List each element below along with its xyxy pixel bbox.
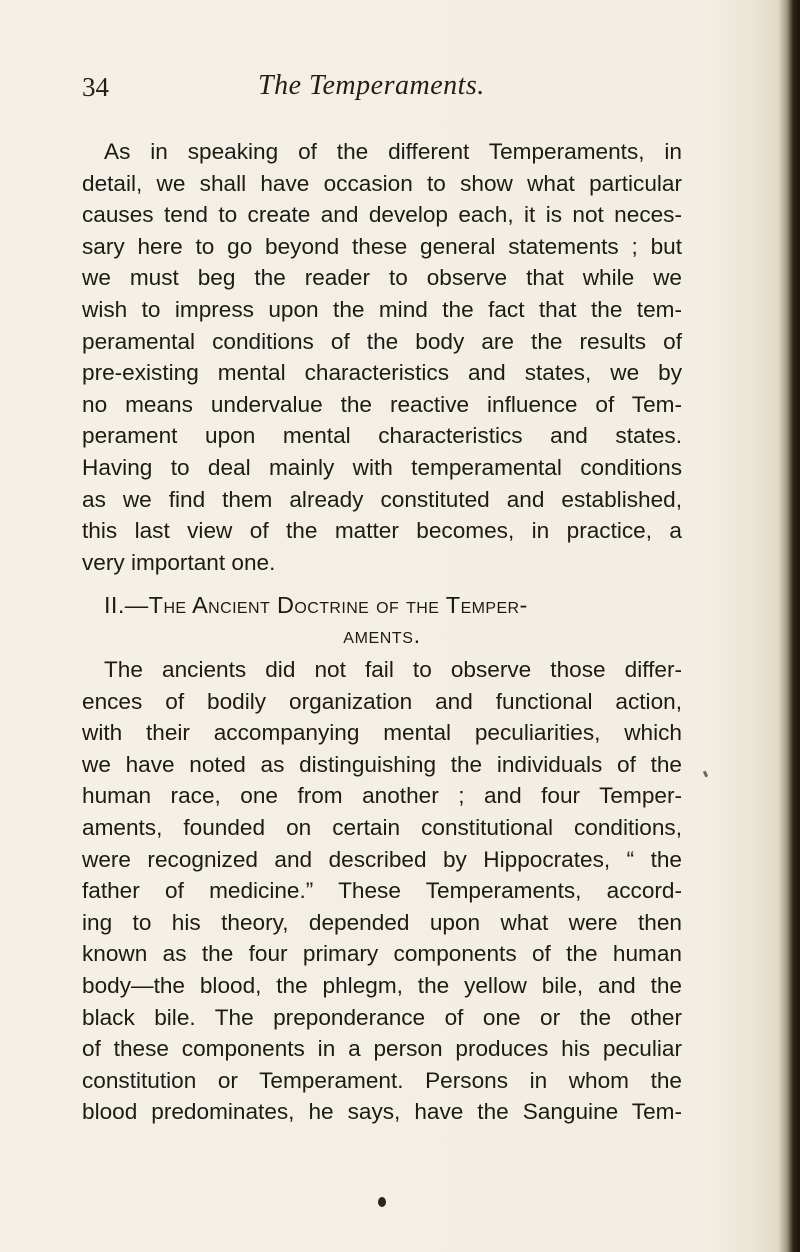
text-line: with their accompanying mental peculiarities, which [82, 720, 682, 746]
running-title: The Temperaments. [258, 70, 485, 101]
section-heading-line-2: aments. [343, 622, 421, 648]
page-number: 34 [82, 72, 109, 102]
text-line: this last view of the matter becomes, in practice, a [82, 518, 682, 544]
text-line: constitution or Temperament. Persons in whom the [82, 1067, 682, 1093]
page-header [82, 72, 702, 112]
text-line: perament upon mental characteristics and states. [82, 423, 682, 449]
ink-mark [378, 1197, 386, 1207]
text-line: as we find them already constituted and established, [82, 486, 682, 512]
text-line: pre-existing mental characteristics and states, we by [82, 360, 682, 386]
text-line: no means undervalue the reactive influence of Tem- [82, 391, 682, 417]
text-line: ences of bodily organization and functional action, [82, 688, 682, 714]
text-line: peramental conditions of the body are the results of [82, 328, 682, 354]
text-line: body—the blood, the phlegm, the yellow bile, and the [82, 972, 682, 998]
text-line: The ancients did not fail to observe those differ- [104, 657, 682, 682]
paper-speck [703, 771, 708, 778]
text-line: sary here to go beyond these general statements ; but [82, 233, 682, 259]
text-line: ing to his theory, depended upon what were then [82, 909, 682, 935]
text-line: wish to impress upon the mind the fact that the tem- [82, 296, 682, 322]
text-line: aments, founded on certain constitutional conditions, [82, 814, 682, 840]
text-line: causes tend to create and develop each, it is not neces- [82, 202, 682, 228]
text-line: known as the four primary components of the human [82, 941, 682, 967]
text-line: of these components in a person produces his peculiar [82, 1036, 682, 1062]
text-line: human race, one from another ; and four Temper- [82, 783, 682, 809]
text-line: were recognized and described by Hippocrates, “ the [82, 846, 682, 872]
paragraph-2 [82, 654, 682, 1128]
text-line: blood predominates, he says, have the Sanguine Tem- [82, 1099, 682, 1125]
section-heading-line-1: II.—The Ancient Doctrine of the Temper- [104, 592, 528, 618]
text-line: we must beg the reader to observe that while we [82, 265, 682, 291]
text-line: very important one. [82, 549, 276, 575]
text-line: father of medicine.” These Temperaments, accord- [82, 878, 682, 904]
text-line: detail, we shall have occasion to show what particular [82, 170, 682, 196]
section-heading [82, 590, 682, 650]
paragraph-1 [82, 136, 682, 578]
text-line: we have noted as distinguishing the individuals of the [82, 751, 682, 777]
text-line: Having to deal mainly with temperamental conditions [82, 454, 682, 480]
text-line: As in speaking of the different Temperaments, in [104, 139, 682, 164]
page-edge-shadow [778, 0, 800, 1252]
text-line: black bile. The preponderance of one or the other [82, 1004, 682, 1030]
